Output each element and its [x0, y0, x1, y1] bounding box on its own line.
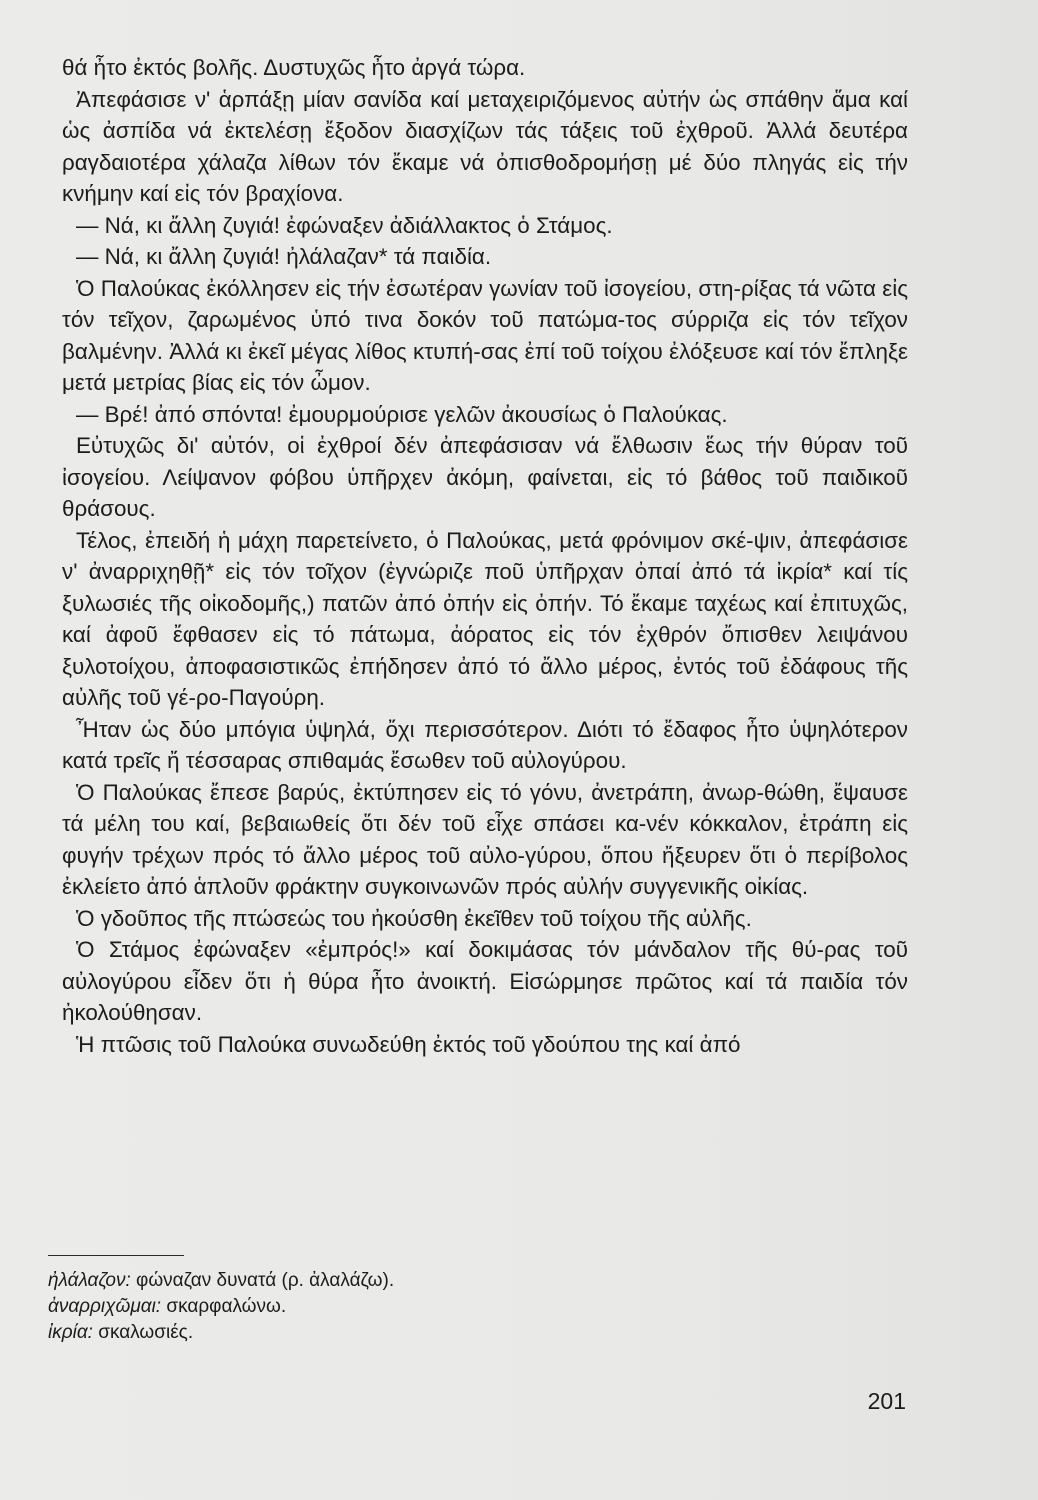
footnote-divider — [48, 1255, 184, 1256]
paragraph-7: Εὐτυχῶς δι' αὐτόν, οἱ ἐχθροί δέν ἀπεφάσισαν νά ἔλθωσιν ἕως τήν θύραν τοῦ ἰσογείου. Λείψανον φόβου ὑπῆρχεν ἀκόμη, φαίνεται, εἰς τό βάθος τοῦ παιδικοῦ θράσους. — [62, 433, 908, 521]
paragraph-13: Ἡ πτῶσις τοῦ Παλούκα συνωδεύθη ἐκτός τοῦ γδούπου της καί ἀπό — [76, 1031, 741, 1057]
paragraph-4: — Νά, κι ἄλλη ζυγιά! ἠλάλαζαν* τά παιδία. — [76, 244, 492, 269]
paragraph-1: θά ἦτο ἐκτός βολῆς. Δυστυχῶς ἦτο ἀργά τώρα. — [62, 55, 526, 80]
footnote-definition: σκαρφαλώνω. — [161, 1296, 287, 1317]
paragraph-6: — Βρέ! ἀπό σπόντα! ἐμουρμούρισε γελῶν ἀκουσίως ὁ Παλούκας. — [76, 401, 728, 427]
footnote-term: ἀναρριχῶμαι: — [48, 1296, 162, 1317]
footnote-definition: σκαλωσιές. — [92, 1322, 194, 1343]
paragraph-9: Ἦταν ὡς δύο μπόγια ὑψηλά, ὄχι περισσότερον. Διότι τό ἔδαφος ἦτο ὑψηλότερον κατά τρεῖς ἤ τέσσαρας σπιθαμάς ἔσωθεν τοῦ αὐλογύρου. — [62, 716, 908, 773]
paragraph-11: Ὁ γδοῦπος τῆς πτώσεώς του ἠκούσθη ἐκεῖθεν τοῦ τοίχου τῆς αὐλῆς. — [76, 905, 752, 931]
footnote — [48, 1268, 748, 1294]
footnotes — [48, 1268, 748, 1346]
footnote-term: ἰκρία: — [48, 1322, 93, 1343]
paragraph-10: Ὁ Παλούκας ἔπεσε βαρύς, ἐκτύπησεν εἰς τό γόνυ, ἀνετράπη, ἀνωρ-θώθη, ἔψαυσε τά μέλη του καί, βεβαιωθείς ὅτι δέν τοῦ εἶχε σπάσει κα-νέν κόκκαλον, ἐτράπη εἰς φυγήν τρέχων πρός τό ἄλλο μέρος τοῦ αὐλο-γύρου, ὅπου ἤξευρεν ὅτι ὁ περίβολος ἐκλείετο ἀπό ἁπλοῦν φράκτην συγκοινωνῶν πρός αὐλήν συγγενικῆς οἰκίας. — [62, 779, 908, 899]
page-number: 201 — [867, 1388, 906, 1414]
footnote-term: ἠλάλαζον: — [48, 1270, 131, 1291]
paragraph-8: Τέλος, ἐπειδή ἡ μάχη παρετείνετο, ὁ Παλούκας, μετά φρόνιμον σκέ-ψιν, ἀπεφάσισε ν' ἀναρριχηθῇ* εἰς τόν τοῖχον (ἐγνώριζε ποῦ ὑπῆρχαν ὀπαί ἀπό τά ἰκρία* καί τίς ξυλωσιές τῆς οἰκοδομῆς,) πατῶν ἀπό ὀπήν εἰς ὀπήν. Τό ἔκαμε ταχέως καί ἐπιτυχῶς, καί ἀφοῦ ἔφθασεν εἰς τό πάτωμα, ἀόρατος εἰς τόν ἐχθρόν ὄπισθεν λειψάνου ξυλοτοίχου, ἀποφασιστικῶς ἐπήδησεν ἀπό τό ἄλλο μέρος, ἐντός τοῦ ἐδάφους τῆς αὐλῆς τοῦ γέ-ρο-Παγούρη. — [62, 527, 908, 710]
paragraph-12: Ὁ Στάμος ἐφώναξεν «ἐμπρός!» καί δοκιμάσας τόν μάνδαλον τῆς θύ-ρας τοῦ αὐλογύρου εἶδεν ὅτι ἡ θύρα ἦτο ἀνοικτή. Εἰσώρμησε πρῶτος καί τά παιδία τόν ἠκολούθησαν. — [62, 937, 908, 1025]
paragraph-5: Ὁ Παλούκας ἐκόλλησεν εἰς τήν ἐσωτέραν γωνίαν τοῦ ἰσογείου, στη-ρίξας τά νῶτα εἰς τόν τεῖχον, ζαρωμένος ὑπό τινα δοκόν τοῦ πατώμα-τος σύρριζα εἰς τόν τεῖχον βαλμένην. Ἀλλά κι ἐκεῖ μέγας λίθος κτυπή-σας ἐπί τοῦ τοίχου ἐλόξευσε καί τόν ἔπληξε μετά μετρίας βίας εἰς τόν ὦμον. — [62, 275, 908, 395]
paragraph-3: — Νά, κι ἄλλη ζυγιά! ἐφώναξεν ἀδιάλλακτος ὁ Στάμος. — [76, 212, 613, 238]
footnote — [48, 1320, 748, 1346]
footnote-definition: φώναζαν δυνατά (ρ. ἀλαλάζω). — [130, 1270, 395, 1291]
footnote — [48, 1294, 748, 1320]
main-text — [62, 52, 908, 1060]
paragraph-2: Ἀπεφάσισε ν' ἁρπάξῃ μίαν σανίδα καί μεταχειριζόμενος αὐτήν ὡς σπάθην ἅμα καί ὡς ἀσπίδα νά ἐκτελέσῃ ἔξοδον διασχίζων τάς τάξεις τοῦ ἐχθροῦ. Ἀλλά δευτέρα ραγδαιοτέρα χάλαζα λίθων τόν ἔκαμε νά ὀπισθοδρομήσῃ μέ δύο πληγάς εἰς τήν κνήμην καί εἰς τόν βραχίονα. — [62, 86, 908, 206]
